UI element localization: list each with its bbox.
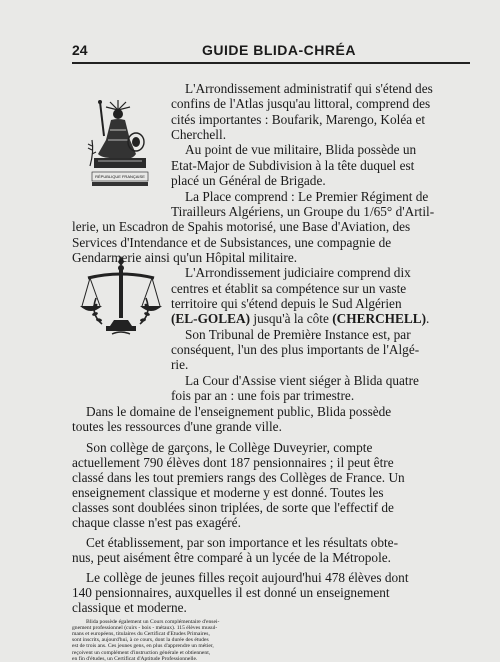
text-line: Cet établissement, par son importance et les résultats obte- xyxy=(86,535,399,550)
text-line: chaque classe n'est pas exagéré. xyxy=(72,515,241,530)
text-line: reçoivent un complément d'instruction générale et obtiennent, xyxy=(72,649,211,656)
text-line: Le collège de jeunes filles reçoit aujourd'hui 478 élèves dont xyxy=(86,570,409,585)
text-line: lerie, un Escadron de Spahis motorisé, une Base d'Aviation, des xyxy=(72,219,411,234)
page-number: 24 xyxy=(72,42,88,58)
text-line: toutes les ressources d'une grande ville. xyxy=(72,419,282,434)
text-line xyxy=(171,311,429,326)
text-line: conséquent, l'un des plus importants de l'Algé- xyxy=(171,342,420,357)
text-line: enseignement classique et moderne y est donné. Toutes les xyxy=(72,485,384,500)
text-line: Blida possède également un Cours complémentaire d'ensei- xyxy=(86,619,220,625)
text-line: L'Arrondissement judiciaire comprend dix xyxy=(185,265,411,280)
marianne-figure-icon xyxy=(84,96,156,192)
text-line: mans et européens, titulaires du Certificat d'Etudes Primaires, xyxy=(72,631,210,638)
text-line: Etat-Major de Subdivision à la tête duquel est xyxy=(171,158,415,173)
text-line: L'Arrondissement administratif qui s'étend des xyxy=(185,81,433,96)
text-line: fois par an : une fois par trimestre. xyxy=(171,388,355,403)
header-rule xyxy=(72,62,470,64)
text-line: en fin d'études, un Certificat d'Aptitude Professionnelle. xyxy=(72,655,198,662)
text-fragment: jusqu'à la côte xyxy=(250,311,333,326)
text-line: Au point de vue militaire, Blida possède un xyxy=(185,142,417,157)
text-line: territoire qui s'étend depuis le Sud Algérien xyxy=(171,296,402,311)
text-line: classé dans les tout premiers rangs des Collèges de France. Un xyxy=(72,470,405,485)
text-line: Dans le domaine de l'enseignement public, Blida possède xyxy=(86,404,392,419)
page-header xyxy=(72,42,472,60)
text-line: La Cour d'Assise vient siéger à Blida quatre xyxy=(185,373,419,388)
svg-text:RÉPUBLIQUE FRANÇAISE: RÉPUBLIQUE FRANÇAISE xyxy=(95,174,145,179)
place-name-el-golea: (EL-GOLEA) xyxy=(171,311,251,326)
text-line: nus, peut aisément être comparé à un lycée de la Métropole. xyxy=(72,550,391,565)
text-line: actuellement 790 élèves dont 187 pensionnaires ; il peut être xyxy=(72,455,394,470)
text-line: placé un Général de Brigade. xyxy=(171,173,326,188)
running-title: GUIDE BLIDA-CHRÉA xyxy=(202,42,356,58)
place-name-cherchell: (CHERCHELL) xyxy=(332,311,427,326)
text-line: 140 pensionnaires, auxquelles il est donné un enseignement xyxy=(72,585,390,600)
text-line: Gendarmerie ainsi qu'un Hôpital militaire. xyxy=(72,250,298,265)
text-line: confins de l'Atlas jusqu'au littoral, comprend des xyxy=(171,96,431,111)
text-line: sont inscrits, aujourd'hui, à ce cours, dont la durée des études xyxy=(72,637,209,644)
scales-of-justice-icon xyxy=(80,254,162,340)
text-line: Son collège de garçons, le Collège Duveyrier, compte xyxy=(86,440,373,455)
text-line: gnement professionnel (cuirs - bois - métaux). 115 élèves musul- xyxy=(72,625,218,632)
text-line: Cherchell. xyxy=(171,127,227,142)
text-line: rie. xyxy=(171,357,189,372)
text-line: Tirailleurs Algériens, un Groupe du 1/65° d'Artil- xyxy=(171,204,435,219)
text-line: La Place comprend : Le Premier Régiment de xyxy=(185,189,429,204)
text-line: Services d'Intendance et de Subsistances, une compagnie de xyxy=(72,235,392,250)
text-fragment: . xyxy=(426,311,430,326)
text-line: cités importantes : Boufarik, Marengo, Koléa et xyxy=(171,112,426,127)
text-line: est de trois ans. Ces jeunes gens, en plus d'apprendre un métier, xyxy=(72,643,214,650)
text-line: classes sont doublées sinon triplées, de sorte que l'effectif de xyxy=(72,500,394,515)
text-line: centres et établit sa compétence sur un vaste xyxy=(171,281,407,296)
text-line: Son Tribunal de Première Instance est, par xyxy=(185,327,411,342)
text-line: classique et moderne. xyxy=(72,600,187,615)
